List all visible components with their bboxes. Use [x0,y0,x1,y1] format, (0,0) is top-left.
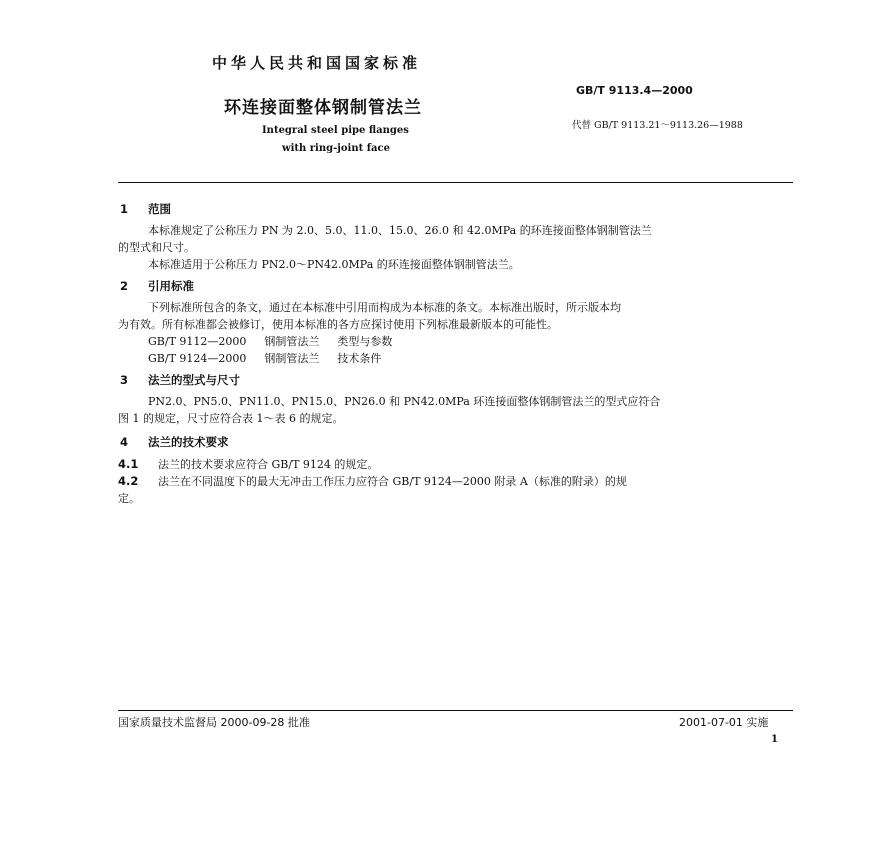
clause-number: 4.1 [118,457,139,471]
reference-code: GB/T 9112—2000 [148,335,247,348]
reference-desc: 类型与参数 [337,335,393,348]
section-number: 4 [120,435,129,449]
section-title: 范围 [148,202,171,216]
reference-desc: 技术条件 [337,352,382,365]
section-2-line-1: 下列标准所包含的条文，通过在本标准中引用而构成为本标准的条文。本标准出版时，所示版本均 [148,301,621,314]
section-1-line-3: 本标准适用于公称压力 PN2.0～PN42.0MPa 的环连接面整体钢制管法兰。 [148,258,520,271]
reference-name: 钢制管法兰 [264,352,320,365]
section-2-heading [120,278,194,294]
clause-4-2 [118,473,627,489]
section-1-heading [120,201,171,217]
reference-name: 钢制管法兰 [264,335,320,348]
approval-date: 国家质量技术监督局 2000-09-28 批准 [118,716,310,729]
section-title: 引用标准 [148,279,194,293]
section-title: 法兰的技术要求 [148,435,229,449]
section-3-heading [120,372,240,388]
national-standard-title: 中华人民共和国国家标准 [212,54,422,72]
footer-divider [118,710,793,711]
english-title-line-1: Integral steel pipe flanges [262,125,409,136]
clause-4-1 [118,456,378,472]
section-4-heading [120,434,229,450]
reference-item [148,350,381,366]
reference-code: GB/T 9124—2000 [148,352,247,365]
clause-number: 4.2 [118,474,139,488]
header-divider [118,182,793,183]
clause-4-2-continuation: 定。 [118,492,140,505]
section-3-line-2: 图 1 的规定，尺寸应符合表 1～表 6 的规定。 [118,412,344,425]
english-title-line-2: with ring-joint face [282,143,390,154]
standard-number: GB/T 9113.4—2000 [576,84,693,97]
section-2-line-2: 为有效。所有标准都会被修订，使用本标准的各方应探讨使用下列标准最新版本的可能性。 [118,318,558,331]
replaces-standard: 代替 GB/T 9113.21～9113.26—1988 [572,120,743,131]
document-title: 环连接面整体钢制管法兰 [224,98,422,118]
section-number: 1 [120,202,129,216]
clause-text: 法兰在不同温度下的最大无冲击工作压力应符合 GB/T 9124—2000 附录 A（标准的附录）的规 [158,475,627,488]
section-number: 2 [120,279,129,293]
reference-item [148,333,392,349]
clause-text: 法兰的技术要求应符合 GB/T 9124 的规定。 [158,458,379,471]
section-number: 3 [120,373,129,387]
section-1-line-1: 本标准规定了公称压力 PN 为 2.0、5.0、11.0、15.0、26.0 和 42.0MPa 的环连接面整体钢制管法兰 [148,224,652,237]
section-1-line-2: 的型式和尺寸。 [118,241,195,254]
section-3-line-1: PN2.0、PN5.0、PN11.0、PN15.0、PN26.0 和 PN42.0MPa 环连接面整体钢制管法兰的型式应符合 [148,395,661,408]
effective-date: 2001-07-01 实施 [679,716,769,729]
section-title: 法兰的型式与尺寸 [148,373,240,387]
page-number: 1 [771,734,778,745]
